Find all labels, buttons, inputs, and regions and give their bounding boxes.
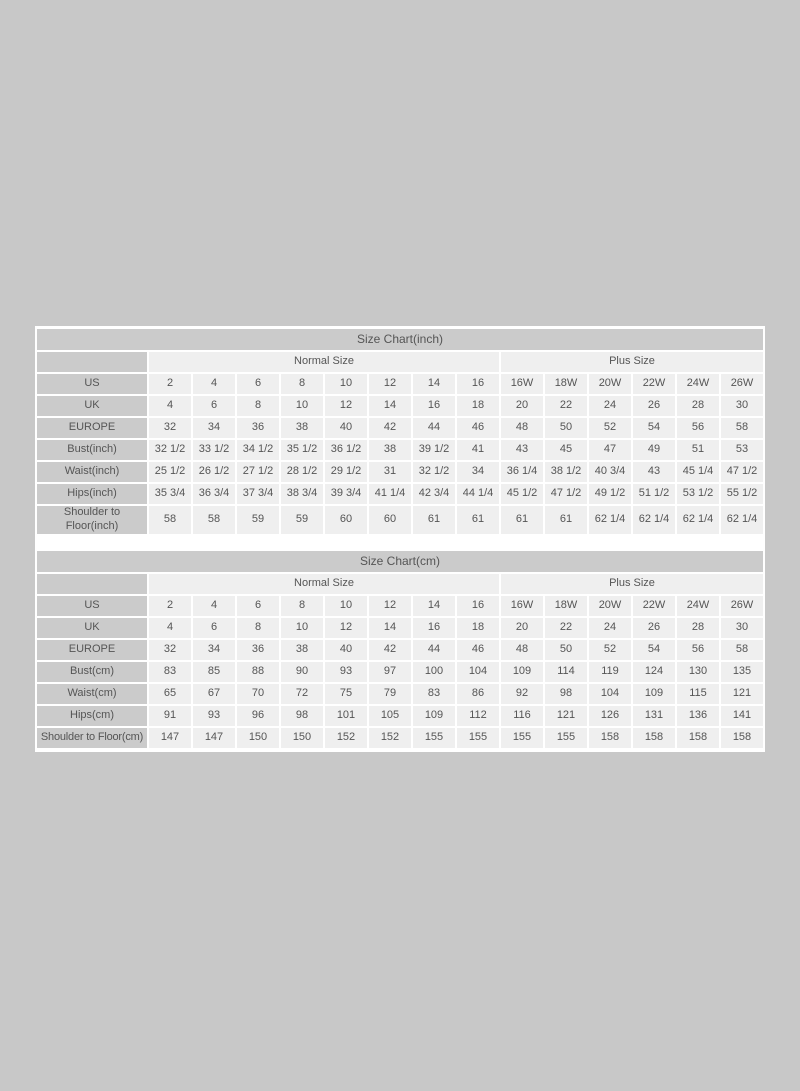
value-cell: 24W bbox=[677, 596, 719, 616]
value-cell: 22W bbox=[633, 596, 675, 616]
value-cell: 158 bbox=[677, 728, 719, 748]
value-cell: 93 bbox=[193, 706, 235, 726]
value-cell: 112 bbox=[457, 706, 499, 726]
table-row bbox=[37, 684, 763, 704]
value-cell: 40 bbox=[325, 640, 367, 660]
table-row bbox=[37, 374, 763, 394]
value-cell: 46 bbox=[457, 640, 499, 660]
value-cell: 96 bbox=[237, 706, 279, 726]
value-cell: 45 bbox=[545, 440, 587, 460]
value-cell: 8 bbox=[237, 396, 279, 416]
value-cell: 104 bbox=[589, 684, 631, 704]
value-cell: 14 bbox=[413, 374, 455, 394]
value-cell: 36 1/4 bbox=[501, 462, 543, 482]
value-cell: 109 bbox=[633, 684, 675, 704]
value-cell: 158 bbox=[721, 728, 763, 748]
value-cell: 38 1/2 bbox=[545, 462, 587, 482]
value-cell: 58 bbox=[149, 506, 191, 534]
value-cell: 27 1/2 bbox=[237, 462, 279, 482]
table-row bbox=[37, 662, 763, 682]
table-title: Size Chart(inch) bbox=[37, 329, 763, 350]
value-cell: 100 bbox=[413, 662, 455, 682]
value-cell: 32 1/2 bbox=[413, 462, 455, 482]
row-label: Waist(cm) bbox=[37, 684, 147, 704]
value-cell: 56 bbox=[677, 640, 719, 660]
value-cell: 16W bbox=[501, 374, 543, 394]
value-cell: 10 bbox=[325, 374, 367, 394]
value-cell: 8 bbox=[237, 618, 279, 638]
value-cell: 135 bbox=[721, 662, 763, 682]
value-cell: 18 bbox=[457, 618, 499, 638]
table-row bbox=[37, 462, 763, 482]
value-cell: 36 bbox=[237, 640, 279, 660]
value-cell: 155 bbox=[413, 728, 455, 748]
value-cell: 12 bbox=[325, 618, 367, 638]
value-cell: 22 bbox=[545, 618, 587, 638]
value-cell: 4 bbox=[149, 396, 191, 416]
value-cell: 38 bbox=[369, 440, 411, 460]
value-cell: 62 1/4 bbox=[721, 506, 763, 534]
size-group-header: Normal Size bbox=[149, 352, 499, 372]
value-cell: 65 bbox=[149, 684, 191, 704]
table-row bbox=[37, 396, 763, 416]
value-cell: 28 bbox=[677, 396, 719, 416]
row-label: UK bbox=[37, 396, 147, 416]
value-cell: 52 bbox=[589, 640, 631, 660]
value-cell: 121 bbox=[545, 706, 587, 726]
value-cell: 126 bbox=[589, 706, 631, 726]
value-cell: 16 bbox=[457, 596, 499, 616]
value-cell: 54 bbox=[633, 418, 675, 438]
value-cell: 147 bbox=[149, 728, 191, 748]
value-cell: 91 bbox=[149, 706, 191, 726]
value-cell: 61 bbox=[501, 506, 543, 534]
value-cell: 114 bbox=[545, 662, 587, 682]
value-cell: 155 bbox=[501, 728, 543, 748]
value-cell: 10 bbox=[325, 596, 367, 616]
value-cell: 38 bbox=[281, 418, 323, 438]
value-cell: 83 bbox=[413, 684, 455, 704]
value-cell: 59 bbox=[281, 506, 323, 534]
value-cell: 42 bbox=[369, 418, 411, 438]
row-label: EUROPE bbox=[37, 640, 147, 660]
value-cell: 35 3/4 bbox=[149, 484, 191, 504]
value-cell: 26W bbox=[721, 374, 763, 394]
value-cell: 47 1/2 bbox=[545, 484, 587, 504]
value-cell: 34 bbox=[457, 462, 499, 482]
value-cell: 20 bbox=[501, 618, 543, 638]
value-cell: 4 bbox=[149, 618, 191, 638]
row-label: Shoulder to Floor(cm) bbox=[37, 728, 147, 748]
value-cell: 56 bbox=[677, 418, 719, 438]
value-cell: 50 bbox=[545, 418, 587, 438]
value-cell: 41 1/4 bbox=[369, 484, 411, 504]
row-label: UK bbox=[37, 618, 147, 638]
value-cell: 4 bbox=[193, 596, 235, 616]
value-cell: 10 bbox=[281, 396, 323, 416]
value-cell: 43 bbox=[633, 462, 675, 482]
value-cell: 45 1/4 bbox=[677, 462, 719, 482]
value-cell: 115 bbox=[677, 684, 719, 704]
size-chart-cm-table bbox=[35, 549, 765, 750]
value-cell: 62 1/4 bbox=[589, 506, 631, 534]
value-cell: 43 bbox=[501, 440, 543, 460]
size-group-header: Plus Size bbox=[501, 352, 763, 372]
value-cell: 97 bbox=[369, 662, 411, 682]
size-chart-inch-table bbox=[35, 327, 765, 536]
corner-cell bbox=[37, 574, 147, 594]
value-cell: 158 bbox=[589, 728, 631, 748]
value-cell: 75 bbox=[325, 684, 367, 704]
table-row bbox=[37, 418, 763, 438]
value-cell: 61 bbox=[545, 506, 587, 534]
value-cell: 121 bbox=[721, 684, 763, 704]
value-cell: 16 bbox=[413, 396, 455, 416]
value-cell: 150 bbox=[281, 728, 323, 748]
value-cell: 101 bbox=[325, 706, 367, 726]
value-cell: 4 bbox=[193, 374, 235, 394]
value-cell: 2 bbox=[149, 374, 191, 394]
table-row bbox=[37, 618, 763, 638]
value-cell: 50 bbox=[545, 640, 587, 660]
value-cell: 36 1/2 bbox=[325, 440, 367, 460]
value-cell: 25 1/2 bbox=[149, 462, 191, 482]
value-cell: 16 bbox=[413, 618, 455, 638]
value-cell: 8 bbox=[281, 596, 323, 616]
value-cell: 40 bbox=[325, 418, 367, 438]
value-cell: 150 bbox=[237, 728, 279, 748]
row-label: Shoulder to Floor(inch) bbox=[37, 506, 147, 534]
value-cell: 109 bbox=[501, 662, 543, 682]
value-cell: 34 1/2 bbox=[237, 440, 279, 460]
value-cell: 26 1/2 bbox=[193, 462, 235, 482]
row-label: Waist(inch) bbox=[37, 462, 147, 482]
row-label: Bust(cm) bbox=[37, 662, 147, 682]
table-row bbox=[37, 706, 763, 726]
value-cell: 33 1/2 bbox=[193, 440, 235, 460]
table-title-row bbox=[37, 551, 763, 572]
row-label: Hips(inch) bbox=[37, 484, 147, 504]
value-cell: 98 bbox=[545, 684, 587, 704]
value-cell: 20W bbox=[589, 374, 631, 394]
value-cell: 29 1/2 bbox=[325, 462, 367, 482]
value-cell: 39 1/2 bbox=[413, 440, 455, 460]
value-cell: 6 bbox=[237, 374, 279, 394]
value-cell: 155 bbox=[545, 728, 587, 748]
corner-cell bbox=[37, 352, 147, 372]
value-cell: 2 bbox=[149, 596, 191, 616]
value-cell: 51 1/2 bbox=[633, 484, 675, 504]
value-cell: 60 bbox=[369, 506, 411, 534]
value-cell: 10 bbox=[281, 618, 323, 638]
value-cell: 36 3/4 bbox=[193, 484, 235, 504]
value-cell: 83 bbox=[149, 662, 191, 682]
value-cell: 28 bbox=[677, 618, 719, 638]
value-cell: 105 bbox=[369, 706, 411, 726]
value-cell: 26 bbox=[633, 396, 675, 416]
value-cell: 62 1/4 bbox=[633, 506, 675, 534]
value-cell: 152 bbox=[369, 728, 411, 748]
value-cell: 93 bbox=[325, 662, 367, 682]
value-cell: 53 bbox=[721, 440, 763, 460]
value-cell: 90 bbox=[281, 662, 323, 682]
value-cell: 49 1/2 bbox=[589, 484, 631, 504]
value-cell: 109 bbox=[413, 706, 455, 726]
value-cell: 67 bbox=[193, 684, 235, 704]
value-cell: 130 bbox=[677, 662, 719, 682]
size-group-header-row bbox=[37, 574, 763, 594]
size-group-header: Normal Size bbox=[149, 574, 499, 594]
value-cell: 44 bbox=[413, 640, 455, 660]
value-cell: 41 bbox=[457, 440, 499, 460]
table-row bbox=[37, 484, 763, 504]
value-cell: 131 bbox=[633, 706, 675, 726]
value-cell: 119 bbox=[589, 662, 631, 682]
value-cell: 35 1/2 bbox=[281, 440, 323, 460]
value-cell: 38 bbox=[281, 640, 323, 660]
value-cell: 14 bbox=[369, 618, 411, 638]
value-cell: 104 bbox=[457, 662, 499, 682]
value-cell: 30 bbox=[721, 618, 763, 638]
value-cell: 6 bbox=[193, 618, 235, 638]
value-cell: 22W bbox=[633, 374, 675, 394]
table-row bbox=[37, 596, 763, 616]
value-cell: 72 bbox=[281, 684, 323, 704]
value-cell: 86 bbox=[457, 684, 499, 704]
value-cell: 24 bbox=[589, 396, 631, 416]
value-cell: 28 1/2 bbox=[281, 462, 323, 482]
value-cell: 32 bbox=[149, 418, 191, 438]
table-row bbox=[37, 440, 763, 460]
value-cell: 34 bbox=[193, 640, 235, 660]
value-cell: 8 bbox=[281, 374, 323, 394]
value-cell: 16 bbox=[457, 374, 499, 394]
value-cell: 52 bbox=[589, 418, 631, 438]
value-cell: 147 bbox=[193, 728, 235, 748]
row-label: EUROPE bbox=[37, 418, 147, 438]
value-cell: 152 bbox=[325, 728, 367, 748]
value-cell: 18W bbox=[545, 596, 587, 616]
table-row bbox=[37, 640, 763, 660]
value-cell: 98 bbox=[281, 706, 323, 726]
size-group-header: Plus Size bbox=[501, 574, 763, 594]
value-cell: 58 bbox=[721, 640, 763, 660]
value-cell: 61 bbox=[457, 506, 499, 534]
value-cell: 31 bbox=[369, 462, 411, 482]
row-label: US bbox=[37, 596, 147, 616]
table-title-row bbox=[37, 329, 763, 350]
value-cell: 24 bbox=[589, 618, 631, 638]
value-cell: 53 1/2 bbox=[677, 484, 719, 504]
value-cell: 136 bbox=[677, 706, 719, 726]
value-cell: 155 bbox=[457, 728, 499, 748]
row-label: US bbox=[37, 374, 147, 394]
value-cell: 141 bbox=[721, 706, 763, 726]
row-label: Hips(cm) bbox=[37, 706, 147, 726]
value-cell: 61 bbox=[413, 506, 455, 534]
table-row bbox=[37, 506, 763, 534]
value-cell: 6 bbox=[237, 596, 279, 616]
value-cell: 18 bbox=[457, 396, 499, 416]
value-cell: 47 bbox=[589, 440, 631, 460]
value-cell: 124 bbox=[633, 662, 675, 682]
value-cell: 58 bbox=[721, 418, 763, 438]
value-cell: 12 bbox=[325, 396, 367, 416]
value-cell: 79 bbox=[369, 684, 411, 704]
value-cell: 92 bbox=[501, 684, 543, 704]
value-cell: 20 bbox=[501, 396, 543, 416]
value-cell: 14 bbox=[369, 396, 411, 416]
value-cell: 24W bbox=[677, 374, 719, 394]
value-cell: 40 3/4 bbox=[589, 462, 631, 482]
value-cell: 54 bbox=[633, 640, 675, 660]
value-cell: 62 1/4 bbox=[677, 506, 719, 534]
value-cell: 59 bbox=[237, 506, 279, 534]
value-cell: 14 bbox=[413, 596, 455, 616]
value-cell: 12 bbox=[369, 374, 411, 394]
value-cell: 48 bbox=[501, 418, 543, 438]
value-cell: 70 bbox=[237, 684, 279, 704]
value-cell: 48 bbox=[501, 640, 543, 660]
value-cell: 42 3/4 bbox=[413, 484, 455, 504]
row-label: Bust(inch) bbox=[37, 440, 147, 460]
value-cell: 49 bbox=[633, 440, 675, 460]
value-cell: 44 bbox=[413, 418, 455, 438]
value-cell: 26 bbox=[633, 618, 675, 638]
value-cell: 26W bbox=[721, 596, 763, 616]
value-cell: 60 bbox=[325, 506, 367, 534]
value-cell: 51 bbox=[677, 440, 719, 460]
value-cell: 22 bbox=[545, 396, 587, 416]
value-cell: 45 1/2 bbox=[501, 484, 543, 504]
value-cell: 20W bbox=[589, 596, 631, 616]
value-cell: 30 bbox=[721, 396, 763, 416]
value-cell: 18W bbox=[545, 374, 587, 394]
value-cell: 47 1/2 bbox=[721, 462, 763, 482]
value-cell: 34 bbox=[193, 418, 235, 438]
size-group-header-row bbox=[37, 352, 763, 372]
value-cell: 39 3/4 bbox=[325, 484, 367, 504]
value-cell: 16W bbox=[501, 596, 543, 616]
value-cell: 32 1/2 bbox=[149, 440, 191, 460]
value-cell: 6 bbox=[193, 396, 235, 416]
value-cell: 37 3/4 bbox=[237, 484, 279, 504]
value-cell: 88 bbox=[237, 662, 279, 682]
value-cell: 46 bbox=[457, 418, 499, 438]
value-cell: 38 3/4 bbox=[281, 484, 323, 504]
value-cell: 158 bbox=[633, 728, 675, 748]
size-chart-panel bbox=[35, 326, 765, 752]
value-cell: 58 bbox=[193, 506, 235, 534]
table-title: Size Chart(cm) bbox=[37, 551, 763, 572]
value-cell: 85 bbox=[193, 662, 235, 682]
value-cell: 116 bbox=[501, 706, 543, 726]
table-row bbox=[37, 728, 763, 748]
value-cell: 42 bbox=[369, 640, 411, 660]
value-cell: 36 bbox=[237, 418, 279, 438]
value-cell: 12 bbox=[369, 596, 411, 616]
value-cell: 32 bbox=[149, 640, 191, 660]
value-cell: 55 1/2 bbox=[721, 484, 763, 504]
value-cell: 44 1/4 bbox=[457, 484, 499, 504]
